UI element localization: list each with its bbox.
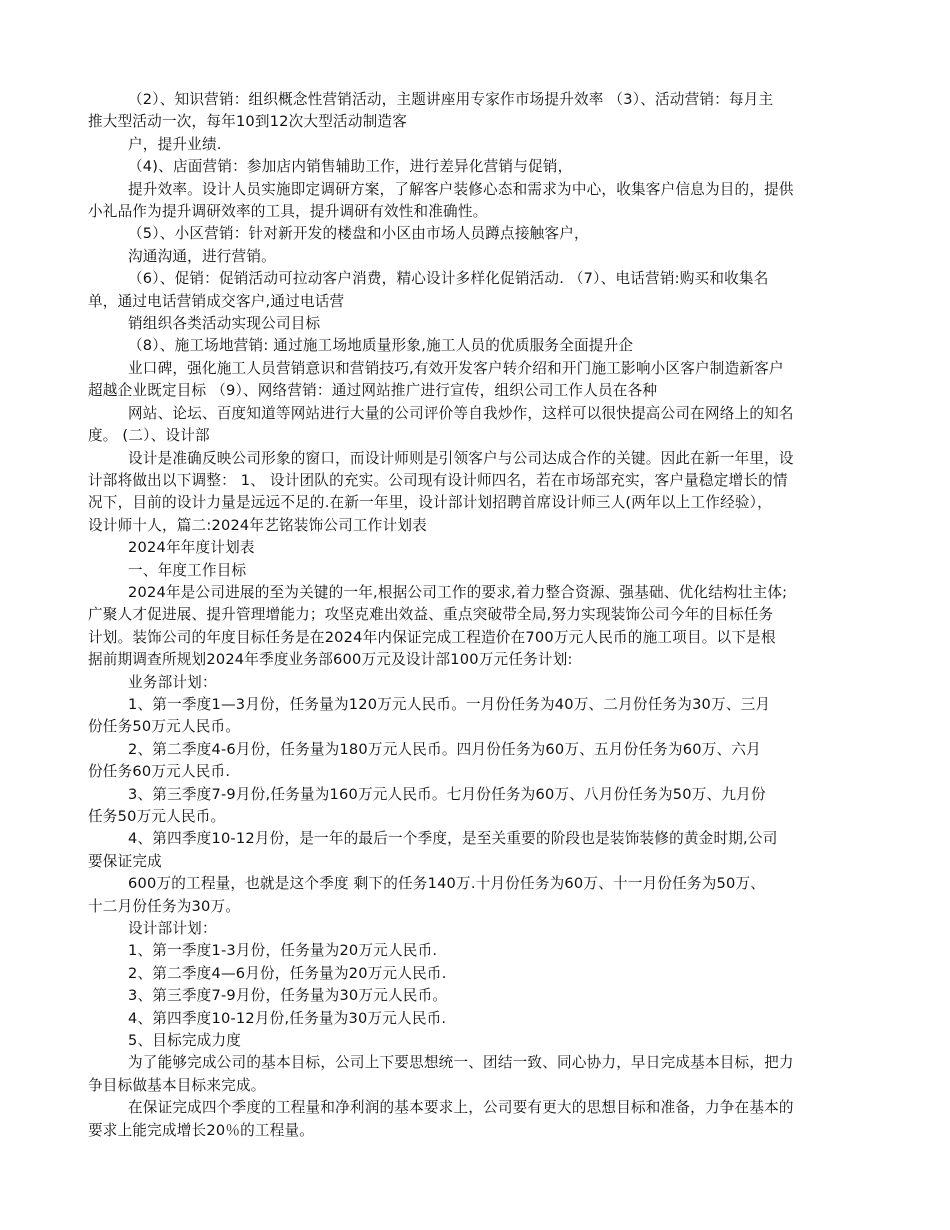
text-line: 况下，目前的设计力量是远远不足的.在新一年里，设计部计划招聘首席设计师三人(两年以上工作经验），: [88, 494, 772, 512]
text-line: 份任务60万元人民币.: [88, 763, 231, 781]
text-line: 销组织各类活动实现公司目标: [128, 315, 321, 333]
document-body: [88, 89, 864, 1142]
text-line: 推大型活动一次，每年10到12次大型活动制造客: [88, 113, 408, 131]
text-line: 设计是准确反映公司形象的窗口，而设计师则是引领客户与公司达成合作的关键。因此在新一年里，设: [128, 449, 794, 467]
text-line: 4、第四季度10-12月份，是一年的最后一个季度，是至关重要的阶段也是装饰装修的黄金时期,公司: [128, 830, 778, 848]
text-line: 为了能够完成公司的基本目标，公司上下要思想统一、团结一致、同心协力，早日完成基本目标，把力: [128, 1054, 794, 1072]
text-line: 600万的工程量，也就是这个季度 剩下的任务140万.十月份任务为60万、十一月份任务为50万、: [128, 875, 766, 893]
text-line: 要保证完成: [88, 852, 162, 870]
text-line: 计划。装饰公司的年度目标任务是在2024年内保证完成工程造价在700万元人民币的施工项目。以下是根: [88, 628, 776, 646]
text-line: 2、第二季度4—6月份，任务量为20万元人民币.: [128, 964, 447, 982]
text-line: 业口碑，强化施工人员营销意识和营销技巧,有效开发客户转介绍和开门施工影响小区客户制造新客户: [128, 359, 784, 377]
text-line: 份任务50万元人民币。: [88, 718, 241, 736]
text-line: 2、第二季度4-6月份，任务量为180万元人民币。四月份任务为60万、五月份任务为60万、六月: [128, 740, 761, 758]
text-line: 设计师十人，篇二:2024年艺铭装饰公司工作计划表: [88, 516, 427, 534]
text-line: 任务50万元人民币。: [88, 808, 226, 825]
text-line: 2024年年度计划表: [128, 539, 255, 557]
text-line: 业务部计划：: [128, 673, 217, 691]
text-line: 1、第一季度1—3月份，任务量为120万元人民币。一月份任务为40万、二月份任务为30万、三月: [128, 695, 771, 713]
text-line: 1、第一季度1-3月份，任务量为20万元人民币.: [128, 942, 438, 960]
text-line: （8）、施工场地营销: 通过施工场地质量形象,施工人员的优质服务全面提升企: [128, 337, 634, 355]
text-line: 计部将做出以下调整： 1、 设计团队的充实。公司现有设计师四名，若在市场部充实，客户量稳定增长的情: [88, 471, 788, 489]
text-line: 网站、论坛、百度知道等网站进行大量的公司评价等自我炒作，这样可以很快提高公司在网络上的知名: [128, 404, 794, 422]
text-line: 超越企业既定目标 （9）、网络营销：通过网站推广进行宣传，组织公司工作人员在各种: [88, 382, 658, 400]
text-line: 设计部计划：: [128, 920, 217, 938]
text-line: 小礼品作为提升调研效率的工具，提升调研有效性和准确性。: [88, 203, 488, 221]
text-line: 在保证完成四个季度的工程量和净利润的基本要求上，公司要有更大的思想目标和准备，力争在基本的: [128, 1099, 794, 1117]
text-line: 沟通沟通，进行营销。: [128, 247, 276, 265]
text-line: 3、第三季度7-9月份,任务量为160万元人民币。七月份任务为60万、八月份任务为50万、九月份: [128, 785, 766, 803]
text-line: 单，通过电话营销成交客户,通过电话营: [88, 292, 345, 310]
text-line: （6）、促销：促销活动可拉动客户消费，精心设计多样化促销活动. （7）、电话营销:购买和收集名: [128, 270, 769, 288]
text-line: 广聚人才促进展、提升管理增能力；攻坚克难出效益、重点突破带全局,努力实现装饰公司今年的目标任务: [88, 606, 774, 624]
text-line: 据前期调查所规划2024年季度业务部600万元及设计部100万元任务计划:: [88, 651, 573, 669]
text-line: 4、第四季度10-12月份,任务量为30万元人民币.: [128, 1009, 447, 1027]
text-line: 3、第三季度7-9月份，任务量为30万元人民币。: [128, 987, 448, 1005]
text-line: 5、目标完成力度: [128, 1032, 242, 1050]
text-line: 要求上能完成增长20％的工程量。: [88, 1121, 315, 1139]
text-line: 提升效率。设计人员实施即定调研方案，了解客户装修心态和需求为中心，收集客户信息为目的，提供: [128, 180, 794, 198]
text-line: （4)、店面营销：参加店内销售辅助工作，进行差异化营销与促销，: [128, 158, 573, 176]
text-line: 争目标做基本目标来完成。: [88, 1076, 266, 1094]
text-line: 一、年度工作目标: [128, 561, 247, 579]
text-line: 2024年是公司进展的至为关键的一年,根据公司工作的要求,着力整合资源、强基础、优化结构壮主体;: [128, 583, 788, 601]
text-line: 户，提升业绩.: [128, 135, 222, 153]
text-line: （2）、知识营销：组织概念性营销活动，主题讲座用专家作市场提升效率 （3）、活动营销：每月主: [128, 91, 774, 108]
text-line: 十二月份任务为30万。: [88, 897, 241, 915]
text-line: （5）、小区营销：针对新开发的楼盘和小区由市场人员蹲点接触客户，: [128, 225, 589, 243]
text-line: 度。 (二）、设计部: [88, 427, 210, 445]
